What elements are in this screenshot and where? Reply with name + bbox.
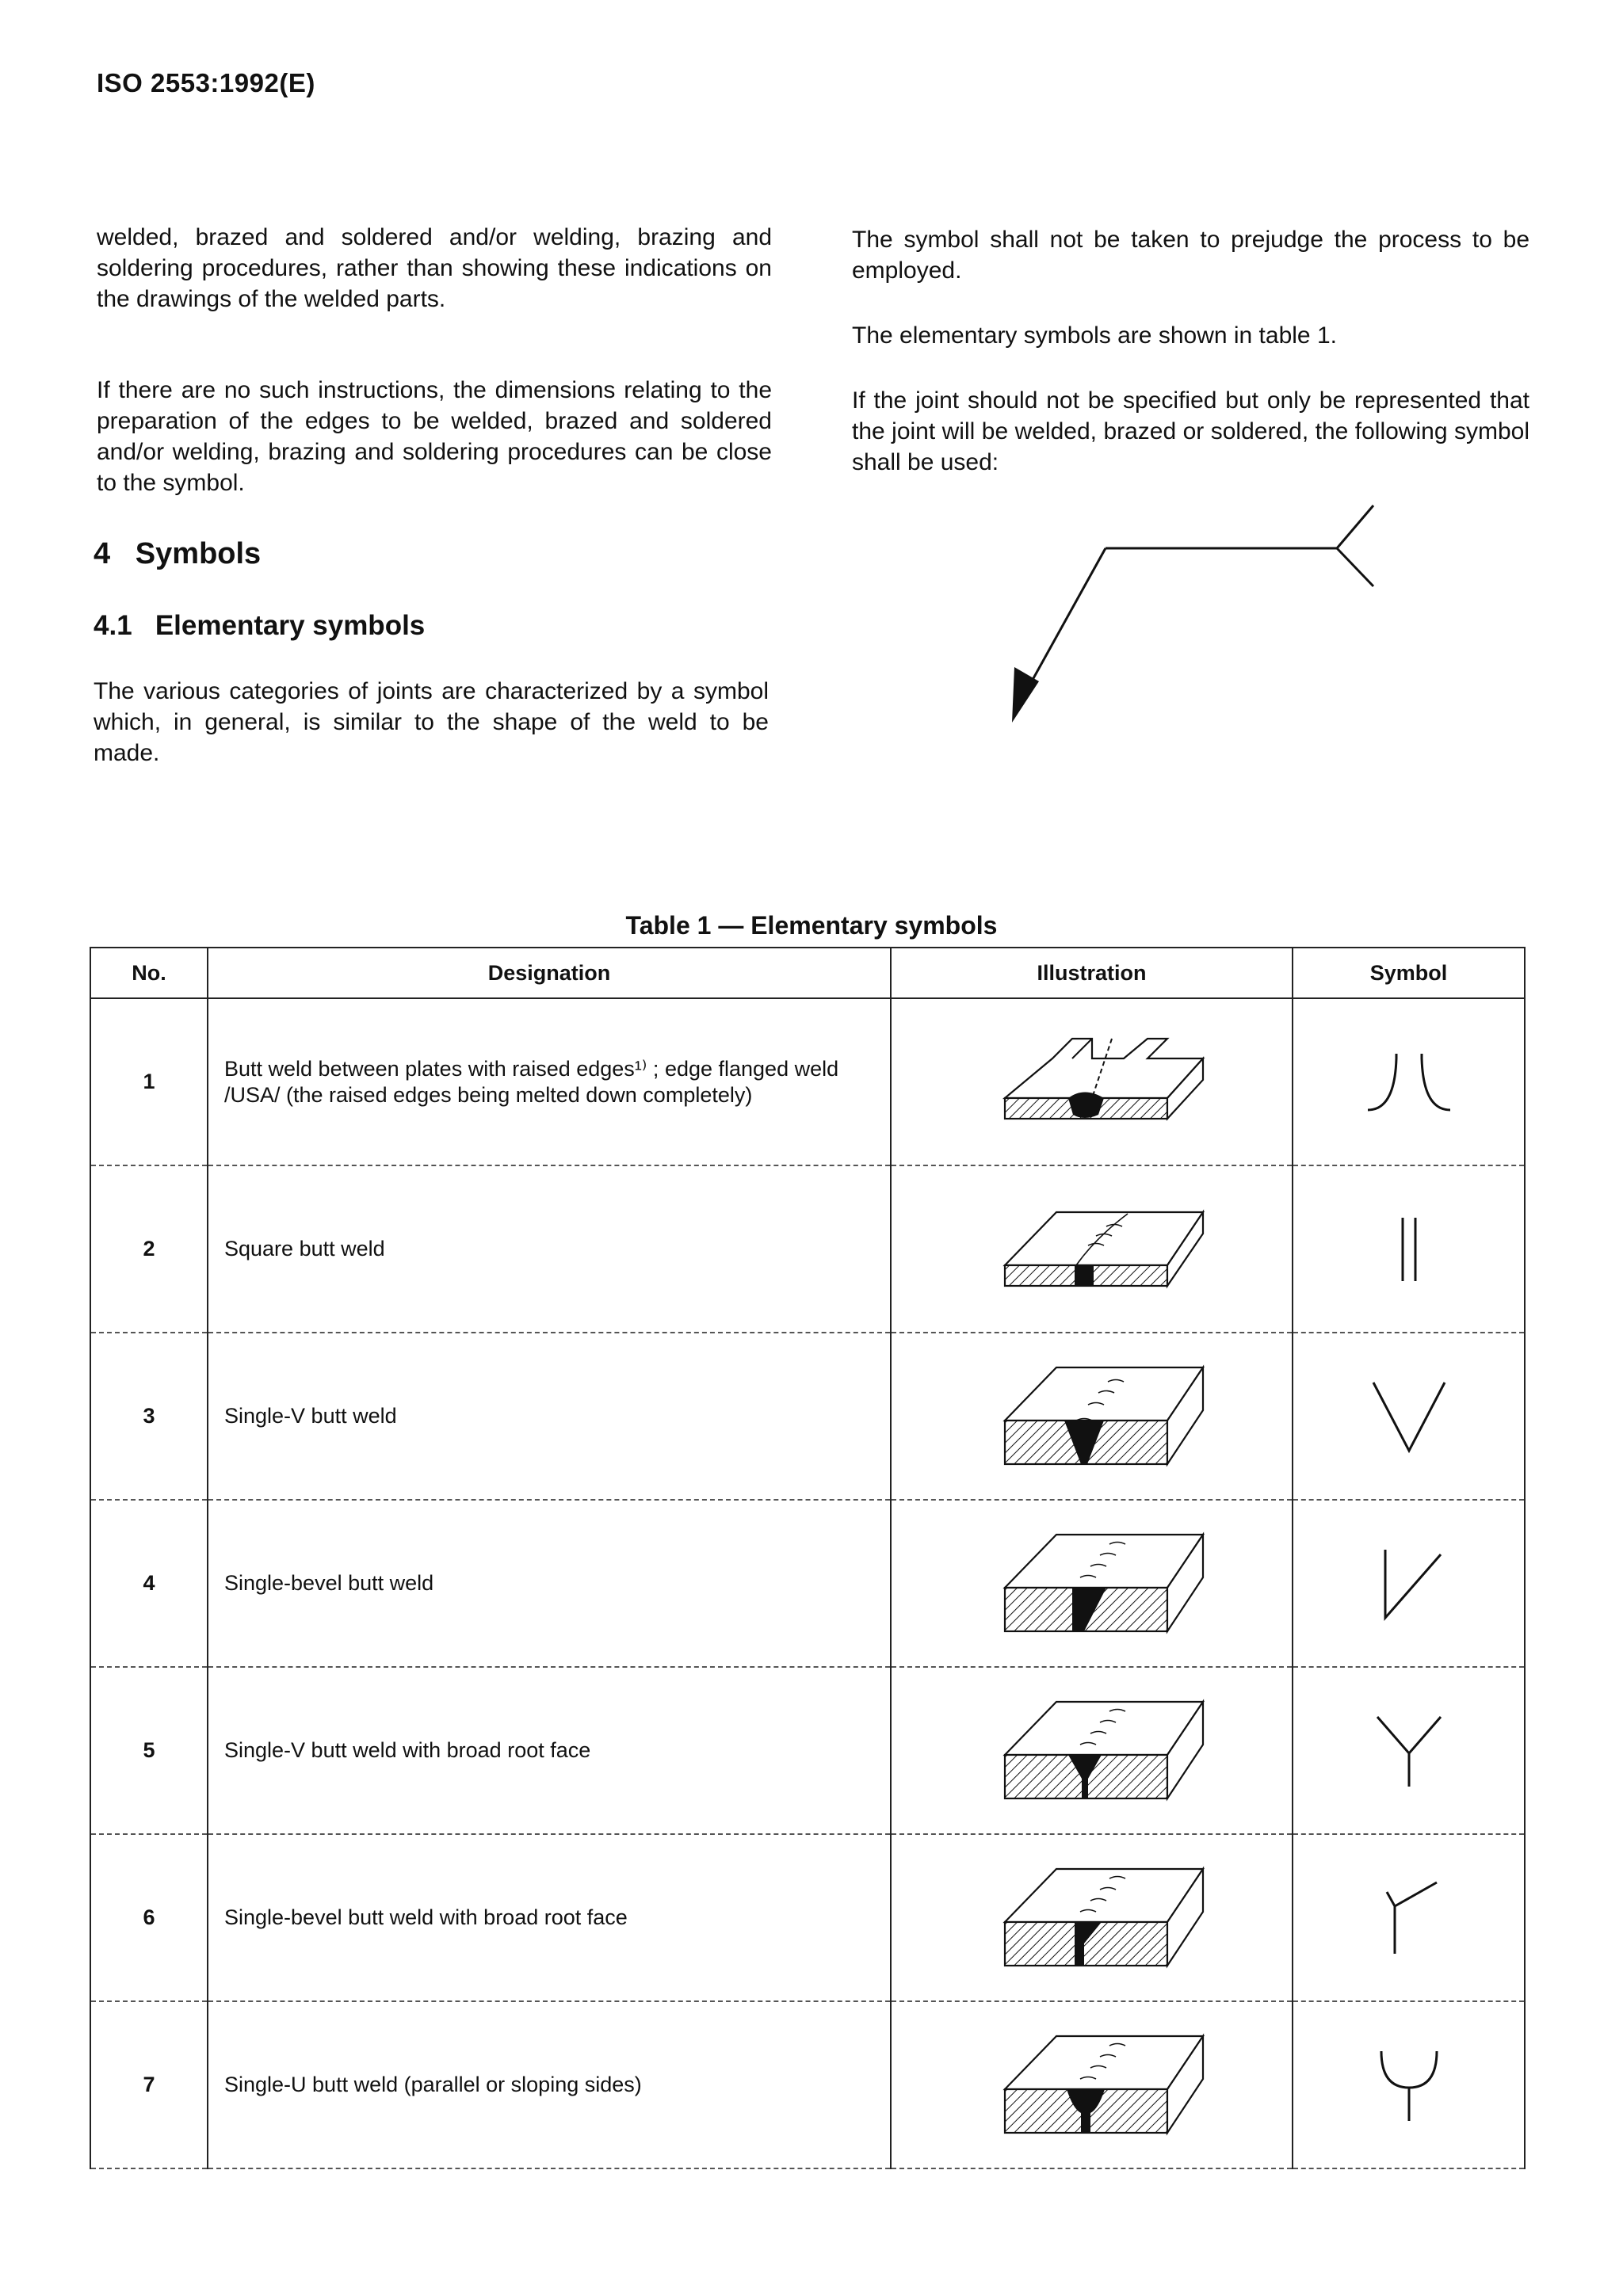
table-header-row [90,948,1525,998]
weld-arrow-symbol [995,499,1391,729]
right-paragraph-2: The elementary symbols are shown in table 1. [852,322,1337,349]
single-bevel-symbol-icon [1293,1500,1525,1667]
right-paragraph-3: If the joint should not be specified but only be represented that the joint will be welded, brazed or soldered, the following symbol shall be used: [852,387,1529,475]
raised-edge-weld-illustration [891,998,1293,1165]
table-row [90,998,1525,1165]
row-designation: Single-V butt weld [208,1333,891,1500]
table-row [90,1165,1525,1333]
single-u-illustration [891,2001,1293,2168]
header-designation: Designation [208,948,891,998]
square-butt-symbol-icon [1293,1165,1525,1333]
table-row [90,1834,1525,2001]
row-designation: Single-bevel butt weld [208,1500,891,1667]
table-row [90,1667,1525,1834]
row-designation: Butt weld between plates with raised edges¹⁾ ; edge flanged weld /USA/ (the raised edges being melted down completely) [208,998,891,1165]
elementary-symbols-table [90,947,1526,2169]
row-number: 7 [90,2001,208,2168]
row-number: 3 [90,1333,208,1500]
header-symbol: Symbol [1293,948,1525,998]
section-heading: 4 Symbols [94,537,262,570]
single-u-symbol-icon [1293,2001,1525,2168]
left-paragraph-3: The various categories of joints are characterized by a symbol which, in general, is similar to the shape of the weld to be made. [94,678,769,766]
single-bevel-broad-root-illustration [891,1834,1293,2001]
row-number: 5 [90,1667,208,1834]
row-designation: Single-bevel butt weld with broad root face [208,1834,891,2001]
single-v-illustration [891,1333,1293,1500]
raised-edges-symbol-icon [1293,998,1525,1165]
document-header: ISO 2553:1992(E) [97,68,315,97]
row-designation: Single-V butt weld with broad root face [208,1667,891,1834]
single-v-symbol-icon [1293,1333,1525,1500]
table-row [90,1333,1525,1500]
right-paragraph-1: The symbol shall not be taken to prejudge the process to be employed. [852,227,1529,284]
left-paragraph-1: welded, brazed and soldered and/or welding, brazing and soldering procedures, rather than showing these indications on the drawings of the welded parts. [97,224,772,312]
single-bevel-broad-root-symbol-icon [1293,1834,1525,2001]
table-caption: Table 1 — Elementary symbols [625,911,998,940]
header-no: No. [90,948,208,998]
square-butt-illustration [891,1165,1293,1333]
row-designation: Square butt weld [208,1165,891,1333]
left-paragraph-2: If there are no such instructions, the dimensions relating to the preparation of the edges to be welded, brazed and soldered and/or welding, brazing and soldering procedures can be close to the symbol. [97,377,772,496]
row-number: 6 [90,1834,208,2001]
single-v-broad-root-symbol-icon [1293,1667,1525,1834]
row-number: 2 [90,1165,208,1333]
row-number: 1 [90,998,208,1165]
subsection-heading: 4.1 Elementary symbols [94,610,426,641]
row-designation: Single-U butt weld (parallel or sloping sides) [208,2001,891,2168]
row-number: 4 [90,1500,208,1667]
single-bevel-illustration [891,1500,1293,1667]
header-illustration: Illustration [891,948,1293,998]
table-row [90,2001,1525,2168]
single-v-broad-root-illustration [891,1667,1293,1834]
table-row [90,1500,1525,1667]
